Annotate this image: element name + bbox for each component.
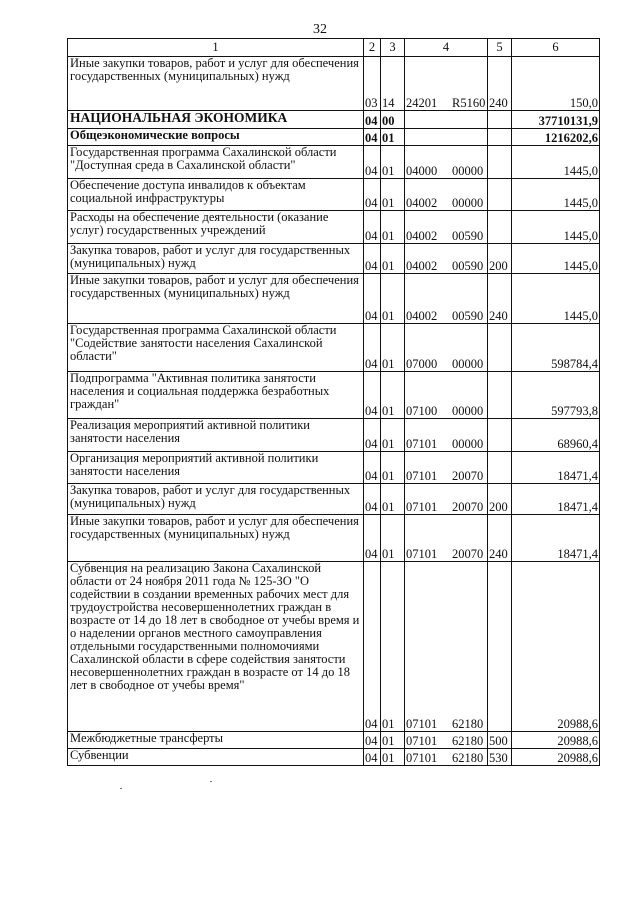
target-article-program-code: 07000 — [406, 357, 438, 371]
target-article-direction-code: 00000 — [452, 357, 484, 371]
section-code-cell: 04 — [364, 749, 381, 766]
subsection-code-cell: 01 — [381, 324, 405, 372]
target-article-program-code: 04002 — [406, 229, 438, 243]
target-article-cell — [405, 732, 488, 749]
column-header: 3 — [381, 39, 405, 57]
section-code-cell: 04 — [364, 211, 381, 244]
table-row — [68, 419, 600, 452]
target-article-program-code: 24201 — [406, 96, 438, 110]
amount-cell: 1445,0 — [512, 244, 600, 274]
subsection-code-cell: 01 — [381, 146, 405, 179]
target-article-direction-code: 20070 — [452, 500, 484, 514]
section-code-cell: 04 — [364, 111, 381, 129]
amount-cell: 1445,0 — [512, 274, 600, 324]
row-name-cell: Межбюджетные трансферты — [68, 732, 364, 749]
section-code-cell: 04 — [364, 129, 381, 146]
table-body — [68, 39, 600, 766]
row-name-cell: Расходы на обеспечение деятельности (оказание услуг) государственных учреждений — [68, 211, 364, 244]
table-row — [68, 274, 600, 324]
expense-type-cell — [488, 372, 512, 419]
target-article-direction-code: 00000 — [452, 164, 484, 178]
expense-type-cell: 530 — [488, 749, 512, 766]
column-header: 2 — [364, 39, 381, 57]
amount-cell: 18471,4 — [512, 515, 600, 562]
target-article-program-code: 07101 — [406, 751, 438, 765]
amount-cell: 1445,0 — [512, 179, 600, 211]
subsection-code-cell: 01 — [381, 179, 405, 211]
table-row — [68, 129, 600, 146]
target-article-direction-code: 00590 — [452, 229, 484, 243]
row-name-cell: Государственная программа Сахалинской области "Доступная среда в Сахалинской области" — [68, 146, 364, 179]
expense-type-cell: 500 — [488, 732, 512, 749]
expense-type-cell — [488, 324, 512, 372]
table-row — [68, 179, 600, 211]
table-row — [68, 57, 600, 111]
section-code-cell: 03 — [364, 57, 381, 111]
expense-type-cell — [488, 419, 512, 452]
section-code-cell: 04 — [364, 179, 381, 211]
target-article-program-code: 07101 — [406, 547, 438, 561]
target-article-cell — [405, 452, 488, 484]
amount-cell: 150,0 — [512, 57, 600, 111]
section-code-cell: 04 — [364, 732, 381, 749]
expense-type-cell — [488, 146, 512, 179]
table-row — [68, 372, 600, 419]
budget-table — [67, 38, 600, 766]
expense-type-cell — [488, 179, 512, 211]
row-name-cell: Субвенции — [68, 749, 364, 766]
subsection-code-cell: 01 — [381, 562, 405, 732]
target-article-direction-code: 00590 — [452, 309, 484, 323]
target-article-program-code: 07101 — [406, 734, 438, 748]
table-row — [68, 562, 600, 732]
expense-type-cell — [488, 562, 512, 732]
table-row — [68, 484, 600, 515]
target-article-cell — [405, 146, 488, 179]
target-article-direction-code: 00000 — [452, 404, 484, 418]
table-header-row — [68, 39, 600, 57]
target-article-direction-code: 00000 — [452, 437, 484, 451]
row-name-cell: Иные закупки товаров, работ и услуг для обеспечения государственных (муниципальных) нужд — [68, 515, 364, 562]
target-article-cell — [405, 515, 488, 562]
target-article-direction-code: 20070 — [452, 547, 484, 561]
amount-cell: 20988,6 — [512, 749, 600, 766]
expense-type-cell: 240 — [488, 274, 512, 324]
target-article-cell — [405, 179, 488, 211]
section-code-cell: 04 — [364, 452, 381, 484]
subsection-code-cell: 01 — [381, 484, 405, 515]
table-row — [68, 515, 600, 562]
target-article-cell — [405, 484, 488, 515]
table-row — [68, 732, 600, 749]
expense-type-cell — [488, 111, 512, 129]
subsection-code-cell: 00 — [381, 111, 405, 129]
subsection-code-cell: 01 — [381, 452, 405, 484]
column-header: 5 — [488, 39, 512, 57]
target-article-cell — [405, 57, 488, 111]
table-row — [68, 749, 600, 766]
target-article-direction-code: 62180 — [452, 751, 484, 765]
subsection-code-cell: 01 — [381, 515, 405, 562]
row-name-cell: Подпрограмма "Активная политика занятости населения и социальная поддержка безработных граждан" — [68, 372, 364, 419]
target-article-direction-code: 00000 — [452, 196, 484, 210]
expense-type-cell — [488, 211, 512, 244]
subsection-code-cell: 01 — [381, 129, 405, 146]
subsection-code-cell: 01 — [381, 749, 405, 766]
target-article-cell — [405, 274, 488, 324]
amount-cell: 18471,4 — [512, 452, 600, 484]
target-article-cell — [405, 324, 488, 372]
target-article-direction-code: 20070 — [452, 469, 484, 483]
page-number: 32 — [313, 22, 327, 37]
target-article-cell — [405, 244, 488, 274]
table-row — [68, 211, 600, 244]
amount-cell: 37710131,9 — [512, 111, 600, 129]
table-row — [68, 244, 600, 274]
expense-type-cell — [488, 452, 512, 484]
scan-speck — [210, 781, 212, 782]
target-article-cell — [405, 211, 488, 244]
subsection-code-cell: 01 — [381, 372, 405, 419]
subsection-code-cell: 01 — [381, 211, 405, 244]
target-article-program-code: 04002 — [406, 309, 438, 323]
section-code-cell: 04 — [364, 244, 381, 274]
target-article-cell — [405, 372, 488, 419]
row-name-cell: Общеэкономические вопросы — [68, 129, 364, 146]
subsection-code-cell: 14 — [381, 57, 405, 111]
column-header: 6 — [512, 39, 600, 57]
subsection-code-cell: 01 — [381, 732, 405, 749]
expense-type-cell: 240 — [488, 57, 512, 111]
section-code-cell: 04 — [364, 562, 381, 732]
target-article-direction-code: 62180 — [452, 717, 484, 731]
section-code-cell: 04 — [364, 324, 381, 372]
section-code-cell: 04 — [364, 515, 381, 562]
target-article-cell — [405, 419, 488, 452]
column-header: 4 — [405, 39, 488, 57]
target-article-direction-code: R5160 — [452, 96, 486, 110]
amount-cell: 20988,6 — [512, 732, 600, 749]
target-article-program-code: 04000 — [406, 164, 438, 178]
target-article-program-code: 04002 — [406, 196, 438, 210]
expense-type-cell: 200 — [488, 484, 512, 515]
amount-cell: 1216202,6 — [512, 129, 600, 146]
target-article-direction-code: 00590 — [452, 259, 484, 273]
table-row — [68, 146, 600, 179]
target-article-direction-code: 62180 — [452, 734, 484, 748]
amount-cell: 68960,4 — [512, 419, 600, 452]
amount-cell: 598784,4 — [512, 324, 600, 372]
amount-cell: 1445,0 — [512, 211, 600, 244]
row-name-cell: Закупка товаров, работ и услуг для государственных (муниципальных) нужд — [68, 244, 364, 274]
target-article-cell — [405, 111, 488, 129]
subsection-code-cell: 01 — [381, 274, 405, 324]
row-name-cell: Государственная программа Сахалинской области "Содействие занятости населения Сахалинской области" — [68, 324, 364, 372]
amount-cell: 18471,4 — [512, 484, 600, 515]
section-code-cell: 04 — [364, 372, 381, 419]
scan-speck — [120, 788, 122, 789]
row-name-cell: НАЦИОНАЛЬНАЯ ЭКОНОМИКА — [68, 111, 364, 129]
target-article-program-code: 07101 — [406, 437, 438, 451]
target-article-program-code: 07101 — [406, 717, 438, 731]
section-code-cell: 04 — [364, 146, 381, 179]
column-header: 1 — [68, 39, 364, 57]
section-code-cell: 04 — [364, 484, 381, 515]
table-row — [68, 452, 600, 484]
table-row — [68, 111, 600, 129]
subsection-code-cell: 01 — [381, 419, 405, 452]
section-code-cell: 04 — [364, 274, 381, 324]
row-name-cell: Иные закупки товаров, работ и услуг для обеспечения государственных (муниципальных) нужд — [68, 274, 364, 324]
row-name-cell: Закупка товаров, работ и услуг для государственных (муниципальных) нужд — [68, 484, 364, 515]
section-code-cell: 04 — [364, 419, 381, 452]
target-article-program-code: 07100 — [406, 404, 438, 418]
amount-cell: 20988,6 — [512, 562, 600, 732]
amount-cell: 1445,0 — [512, 146, 600, 179]
row-name-cell: Иные закупки товаров, работ и услуг для обеспечения государственных (муниципальных) нужд — [68, 57, 364, 111]
target-article-cell — [405, 129, 488, 146]
amount-cell: 597793,8 — [512, 372, 600, 419]
subsection-code-cell: 01 — [381, 244, 405, 274]
expense-type-cell: 200 — [488, 244, 512, 274]
target-article-program-code: 07101 — [406, 469, 438, 483]
row-name-cell: Реализация мероприятий активной политики занятости населения — [68, 419, 364, 452]
row-name-cell: Обеспечение доступа инвалидов к объектам социальной инфраструктуры — [68, 179, 364, 211]
target-article-program-code: 04002 — [406, 259, 438, 273]
row-name-cell: Организация мероприятий активной политики занятости населения — [68, 452, 364, 484]
target-article-cell — [405, 562, 488, 732]
table-row — [68, 324, 600, 372]
target-article-cell — [405, 749, 488, 766]
row-name-cell: Субвенция на реализацию Закона Сахалинской области от 24 ноября 2011 года № 125-ЗО "О содействии в создании временных рабочих мест для трудоустройства несовершеннолетних граждан в возрасте от 14 до 18 лет в свободное от учебы время и о наделении органов местного самоуправления отдельными государственными полномочиями Сахалинской области в сфере содействия занятости несовершеннолетних граждан в возрасте от 14 до 18 лет в свободное от учебы время" — [68, 562, 364, 732]
expense-type-cell: 240 — [488, 515, 512, 562]
expense-type-cell — [488, 129, 512, 146]
target-article-program-code: 07101 — [406, 500, 438, 514]
